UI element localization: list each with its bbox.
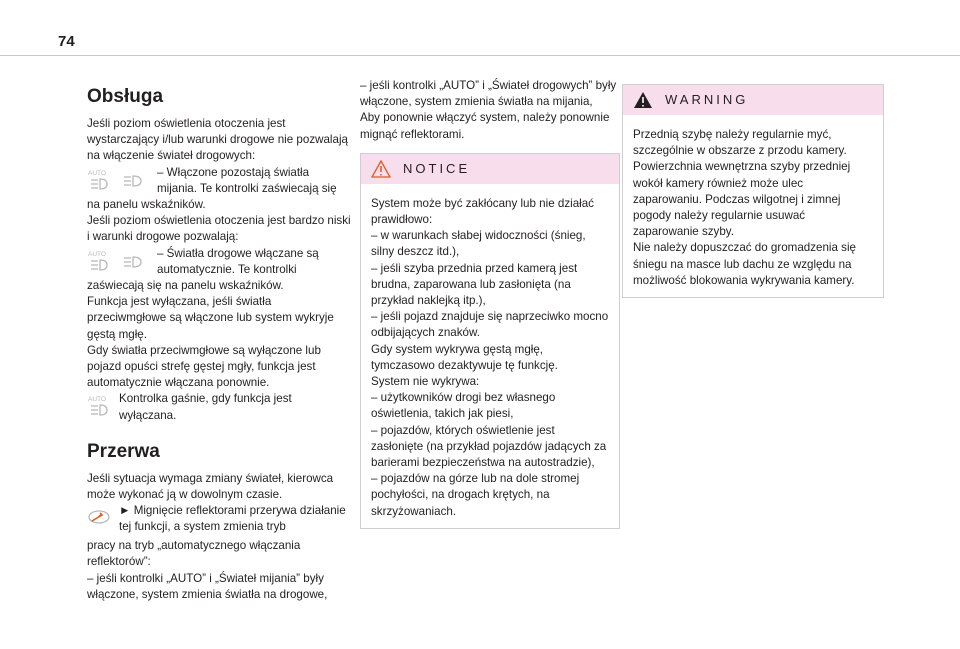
paragraph: pracy na tryb „automatycznego włączania reflektorów”: xyxy=(87,539,301,569)
notice-line: – pojazdów na górze lub na dole stromej pochyłości, na drogach krętych, na skrzyżowaniach. xyxy=(371,472,580,518)
icon-text: – Włączone pozostają światła mijania. Te kontrolki zaświecają się xyxy=(157,165,337,195)
paragraph: na panelu wskaźników. xyxy=(87,198,206,212)
headlamp-stalk-icon xyxy=(87,505,111,533)
column-2 xyxy=(360,78,620,529)
warning-triangle-icon xyxy=(633,91,653,109)
auto-high-beam-icon xyxy=(87,248,111,276)
notice-triangle-icon xyxy=(371,160,391,178)
paragraph: Jeśli poziom oświetlenia otoczenia jest wystarczający i/lub warunki drogowe nie pozwalają na włączenie świateł drogowych: xyxy=(87,117,348,163)
indicator-icons xyxy=(87,391,119,426)
notice-line: System nie wykrywa: xyxy=(371,375,480,389)
low-beam-icon xyxy=(121,167,145,195)
icon-row xyxy=(87,165,352,197)
warning-line: Przednią szybę należy regularnie myć, szczególnie w obszarze z przodu kamery. xyxy=(633,128,847,158)
notice-header xyxy=(361,154,619,184)
paragraph: Funkcja jest wyłączana, jeśli światła przeciwmgłowe są włączone lub system wykryje gęstą mgłę. xyxy=(87,295,334,341)
column-1 xyxy=(87,78,352,603)
auto-low-beam-icon xyxy=(87,167,111,195)
notice-line: – w warunkach słabej widoczności (śnieg, silny deszcz itd.), xyxy=(371,229,586,259)
paragraph: – jeśli kontrolki „AUTO” i „Świateł drogowych” były włączone, system zmienia światła na mijania, xyxy=(360,79,617,109)
warning-line: Powierzchnia wewnętrzna szyby przedniej wokół kamery również może ulec zaparowaniu. Podczas wilgotnej i zimnej pogody należy regularnie usuwać zaparowanie szyby. xyxy=(633,160,851,239)
icon-row xyxy=(87,391,352,426)
column-3 xyxy=(622,78,884,298)
notice-body xyxy=(361,184,619,528)
notice-line: System może być zakłócany lub nie działać prawidłowo: xyxy=(371,196,594,227)
paragraph: Aby ponownie włączyć system, należy ponownie mignąć reflektorami. xyxy=(360,111,610,141)
notice-box xyxy=(360,153,620,529)
warning-title: WARNING xyxy=(665,91,749,107)
notice-line: – jeśli szyba przednia przed kamerą jest brudna, zaparowana lub zasłonięta (na przykład naklejką itp.), xyxy=(371,261,578,308)
heading-obsluga: Obsługa xyxy=(87,86,164,107)
paragraph: Gdy światła przeciwmgłowe są wyłączone lub pojazd opuści strefę gęstej mgły, funkcja jest automatycznie włączana ponownie. xyxy=(87,343,321,390)
auto-text: AUTO xyxy=(88,250,106,258)
notice-line: Gdy system wykrywa gęstą mgłę, tymczasowo dezaktywuje tę funkcję. xyxy=(371,342,558,372)
warning-body xyxy=(623,115,883,297)
page-number: 74 xyxy=(58,33,75,50)
warning-line: Nie należy dopuszczać do gromadzenia się śniegu na masce lub dachu ze względu na możliwość blokowania wykrywania kamery. xyxy=(633,241,856,287)
notice-line: – jeśli pojazd znajduje się naprzeciwko mocno odbijających znaków. xyxy=(371,310,609,340)
notice-line: – użytkowników drogi bez własnego oświetlenia, takich jak piesi, xyxy=(371,391,556,421)
warning-box xyxy=(622,84,884,298)
indicator-icons xyxy=(87,165,157,195)
icon-row xyxy=(87,246,352,278)
paragraph: Jeśli poziom oświetlenia otoczenia jest bardzo niski i warunki drogowe pozwalają: xyxy=(87,214,351,244)
icon-row xyxy=(87,503,352,538)
paragraph: zaświecają się na panelu wskaźników. xyxy=(87,279,284,293)
header-divider xyxy=(0,55,960,56)
paragraph: – jeśli kontrolki „AUTO” i „Świateł mijania” były włączone, system zmienia światła na drogowe, xyxy=(87,571,328,601)
high-beam-icon xyxy=(121,248,145,276)
icon-text: – Światła drogowe włączane są automatycznie. Te kontrolki xyxy=(157,246,319,276)
warning-header xyxy=(623,85,883,115)
icon-text: ► Mignięcie reflektorami przerywa działanie tej funkcji, a system zmienia tryb xyxy=(119,504,346,534)
auto-beam-icon xyxy=(87,393,111,421)
notice-line: – pojazdów, których oświetlenie jest zasłonięte (na przykład pojazdów jadących za barierami bezpieczeństwa na autostradzie), xyxy=(371,423,607,470)
paragraph: Jeśli sytuacja wymaga zmiany świateł, kierowca może wykonać ją w dowolnym czasie. xyxy=(87,471,334,501)
heading-przerwa: Przerwa xyxy=(87,440,160,462)
indicator-icons xyxy=(87,503,119,538)
auto-text: AUTO xyxy=(88,169,106,177)
auto-text: AUTO xyxy=(88,396,106,404)
notice-title: NOTICE xyxy=(403,160,471,176)
icon-text: Kontrolka gaśnie, gdy funkcja jest wyłączana. xyxy=(119,392,292,422)
indicator-icons xyxy=(87,246,157,276)
